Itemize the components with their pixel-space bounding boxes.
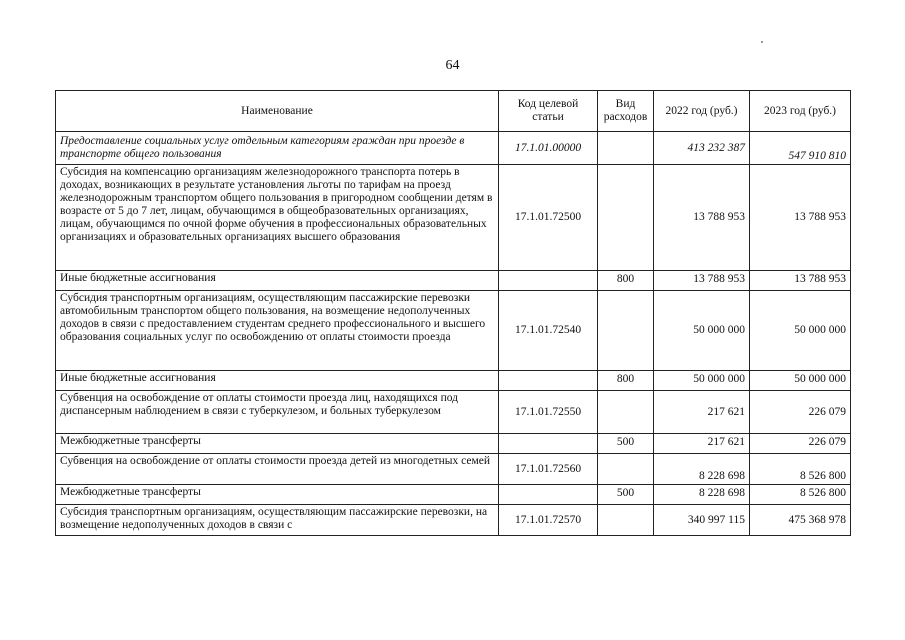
cell-kind	[598, 391, 654, 434]
cell-2022: 13 788 953	[654, 271, 750, 291]
cell-code	[499, 271, 598, 291]
cell-name: Межбюджетные трансферты	[56, 485, 499, 505]
cell-code	[499, 371, 598, 391]
cell-code	[499, 434, 598, 454]
cell-name: Иные бюджетные ассигнования	[56, 271, 499, 291]
cell-code: 17.1.01.72500	[499, 165, 598, 271]
cell-code: 17.1.01.72560	[499, 454, 598, 485]
cell-2023: 8 526 800	[750, 454, 851, 485]
cell-kind: 500	[598, 485, 654, 505]
cell-code: 17.1.01.72570	[499, 505, 598, 536]
table-row	[56, 165, 851, 271]
header-kind: Вид расходов	[598, 91, 654, 132]
cell-code	[499, 485, 598, 505]
cell-2023: 226 079	[750, 391, 851, 434]
cell-kind: 800	[598, 371, 654, 391]
cell-kind	[598, 454, 654, 485]
cell-2022: 217 621	[654, 434, 750, 454]
budget-table	[55, 90, 851, 536]
table-row	[56, 271, 851, 291]
cell-name: Иные бюджетные ассигнования	[56, 371, 499, 391]
table-row	[56, 371, 851, 391]
cell-name: Предоставление социальных услуг отдельным категориям граждан при проезде в транспорте общего пользования	[56, 132, 499, 165]
cell-2023: 50 000 000	[750, 291, 851, 371]
cell-code: 17.1.01.00000	[499, 132, 598, 165]
scan-speck	[761, 41, 763, 43]
header-2022: 2022 год (руб.)	[654, 91, 750, 132]
cell-2023: 8 526 800	[750, 485, 851, 505]
table-row	[56, 454, 851, 485]
cell-2022: 8 228 698	[654, 485, 750, 505]
cell-name: Субвенция на освобождение от оплаты стоимости проезда детей из многодетных семей	[56, 454, 499, 485]
cell-kind	[598, 132, 654, 165]
table-header-row	[56, 91, 851, 132]
cell-2023: 547 910 810	[750, 132, 851, 165]
cell-kind	[598, 291, 654, 371]
cell-2023: 226 079	[750, 434, 851, 454]
cell-2022: 50 000 000	[654, 291, 750, 371]
cell-name: Субсидия транспортным организациям, осуществляющим пассажирские перевозки, на возмещение недополученных доходов в связи с	[56, 505, 499, 536]
cell-kind: 800	[598, 271, 654, 291]
header-2023: 2023 год (руб.)	[750, 91, 851, 132]
table-row	[56, 291, 851, 371]
cell-code: 17.1.01.72550	[499, 391, 598, 434]
table-row	[56, 505, 851, 536]
cell-name: Межбюджетные трансферты	[56, 434, 499, 454]
cell-2023: 13 788 953	[750, 165, 851, 271]
table-row	[56, 485, 851, 505]
header-name: Наименование	[56, 91, 499, 132]
cell-2022: 50 000 000	[654, 371, 750, 391]
cell-2023: 475 368 978	[750, 505, 851, 536]
cell-kind	[598, 165, 654, 271]
cell-name: Субсидия на компенсацию организациям железнодорожного транспорта потерь в доходах, возникающих в результате установления льготы по тарифам на проезд железнодорожным транспортом общего пользования в пригородном сообщении детям в возрасте от 5 до 7 лет, лицам, обучающимся в общеобразовательных организациях, лицам, обучающимся по очной форме обучения в профессиональных образовательных организациях и образовательных организациях высшего образования	[56, 165, 499, 271]
cell-2022: 217 621	[654, 391, 750, 434]
table-row	[56, 434, 851, 454]
cell-2023: 13 788 953	[750, 271, 851, 291]
table-row	[56, 132, 851, 165]
page-number: 64	[445, 58, 460, 73]
cell-2022: 8 228 698	[654, 454, 750, 485]
cell-2022: 340 997 115	[654, 505, 750, 536]
cell-code: 17.1.01.72540	[499, 291, 598, 371]
cell-2023: 50 000 000	[750, 371, 851, 391]
table-row	[56, 391, 851, 434]
header-code: Код целевой статьи	[499, 91, 598, 132]
cell-kind: 500	[598, 434, 654, 454]
cell-name: Субсидия транспортным организациям, осуществляющим пассажирские перевозки автомобильным транспортом общего пользования, на возмещение недополученных доходов в связи с предоставлением студентам среднего профессионального и высшего образования социальных услуг по освобождению от оплаты стоимости проезда	[56, 291, 499, 371]
cell-name: Субвенция на освобождение от оплаты стоимости проезда лиц, находящихся под диспансерным наблюдением в связи с туберкулезом, и больных туберкулезом	[56, 391, 499, 434]
cell-2022: 13 788 953	[654, 165, 750, 271]
cell-2022: 413 232 387	[654, 132, 750, 165]
cell-kind	[598, 505, 654, 536]
